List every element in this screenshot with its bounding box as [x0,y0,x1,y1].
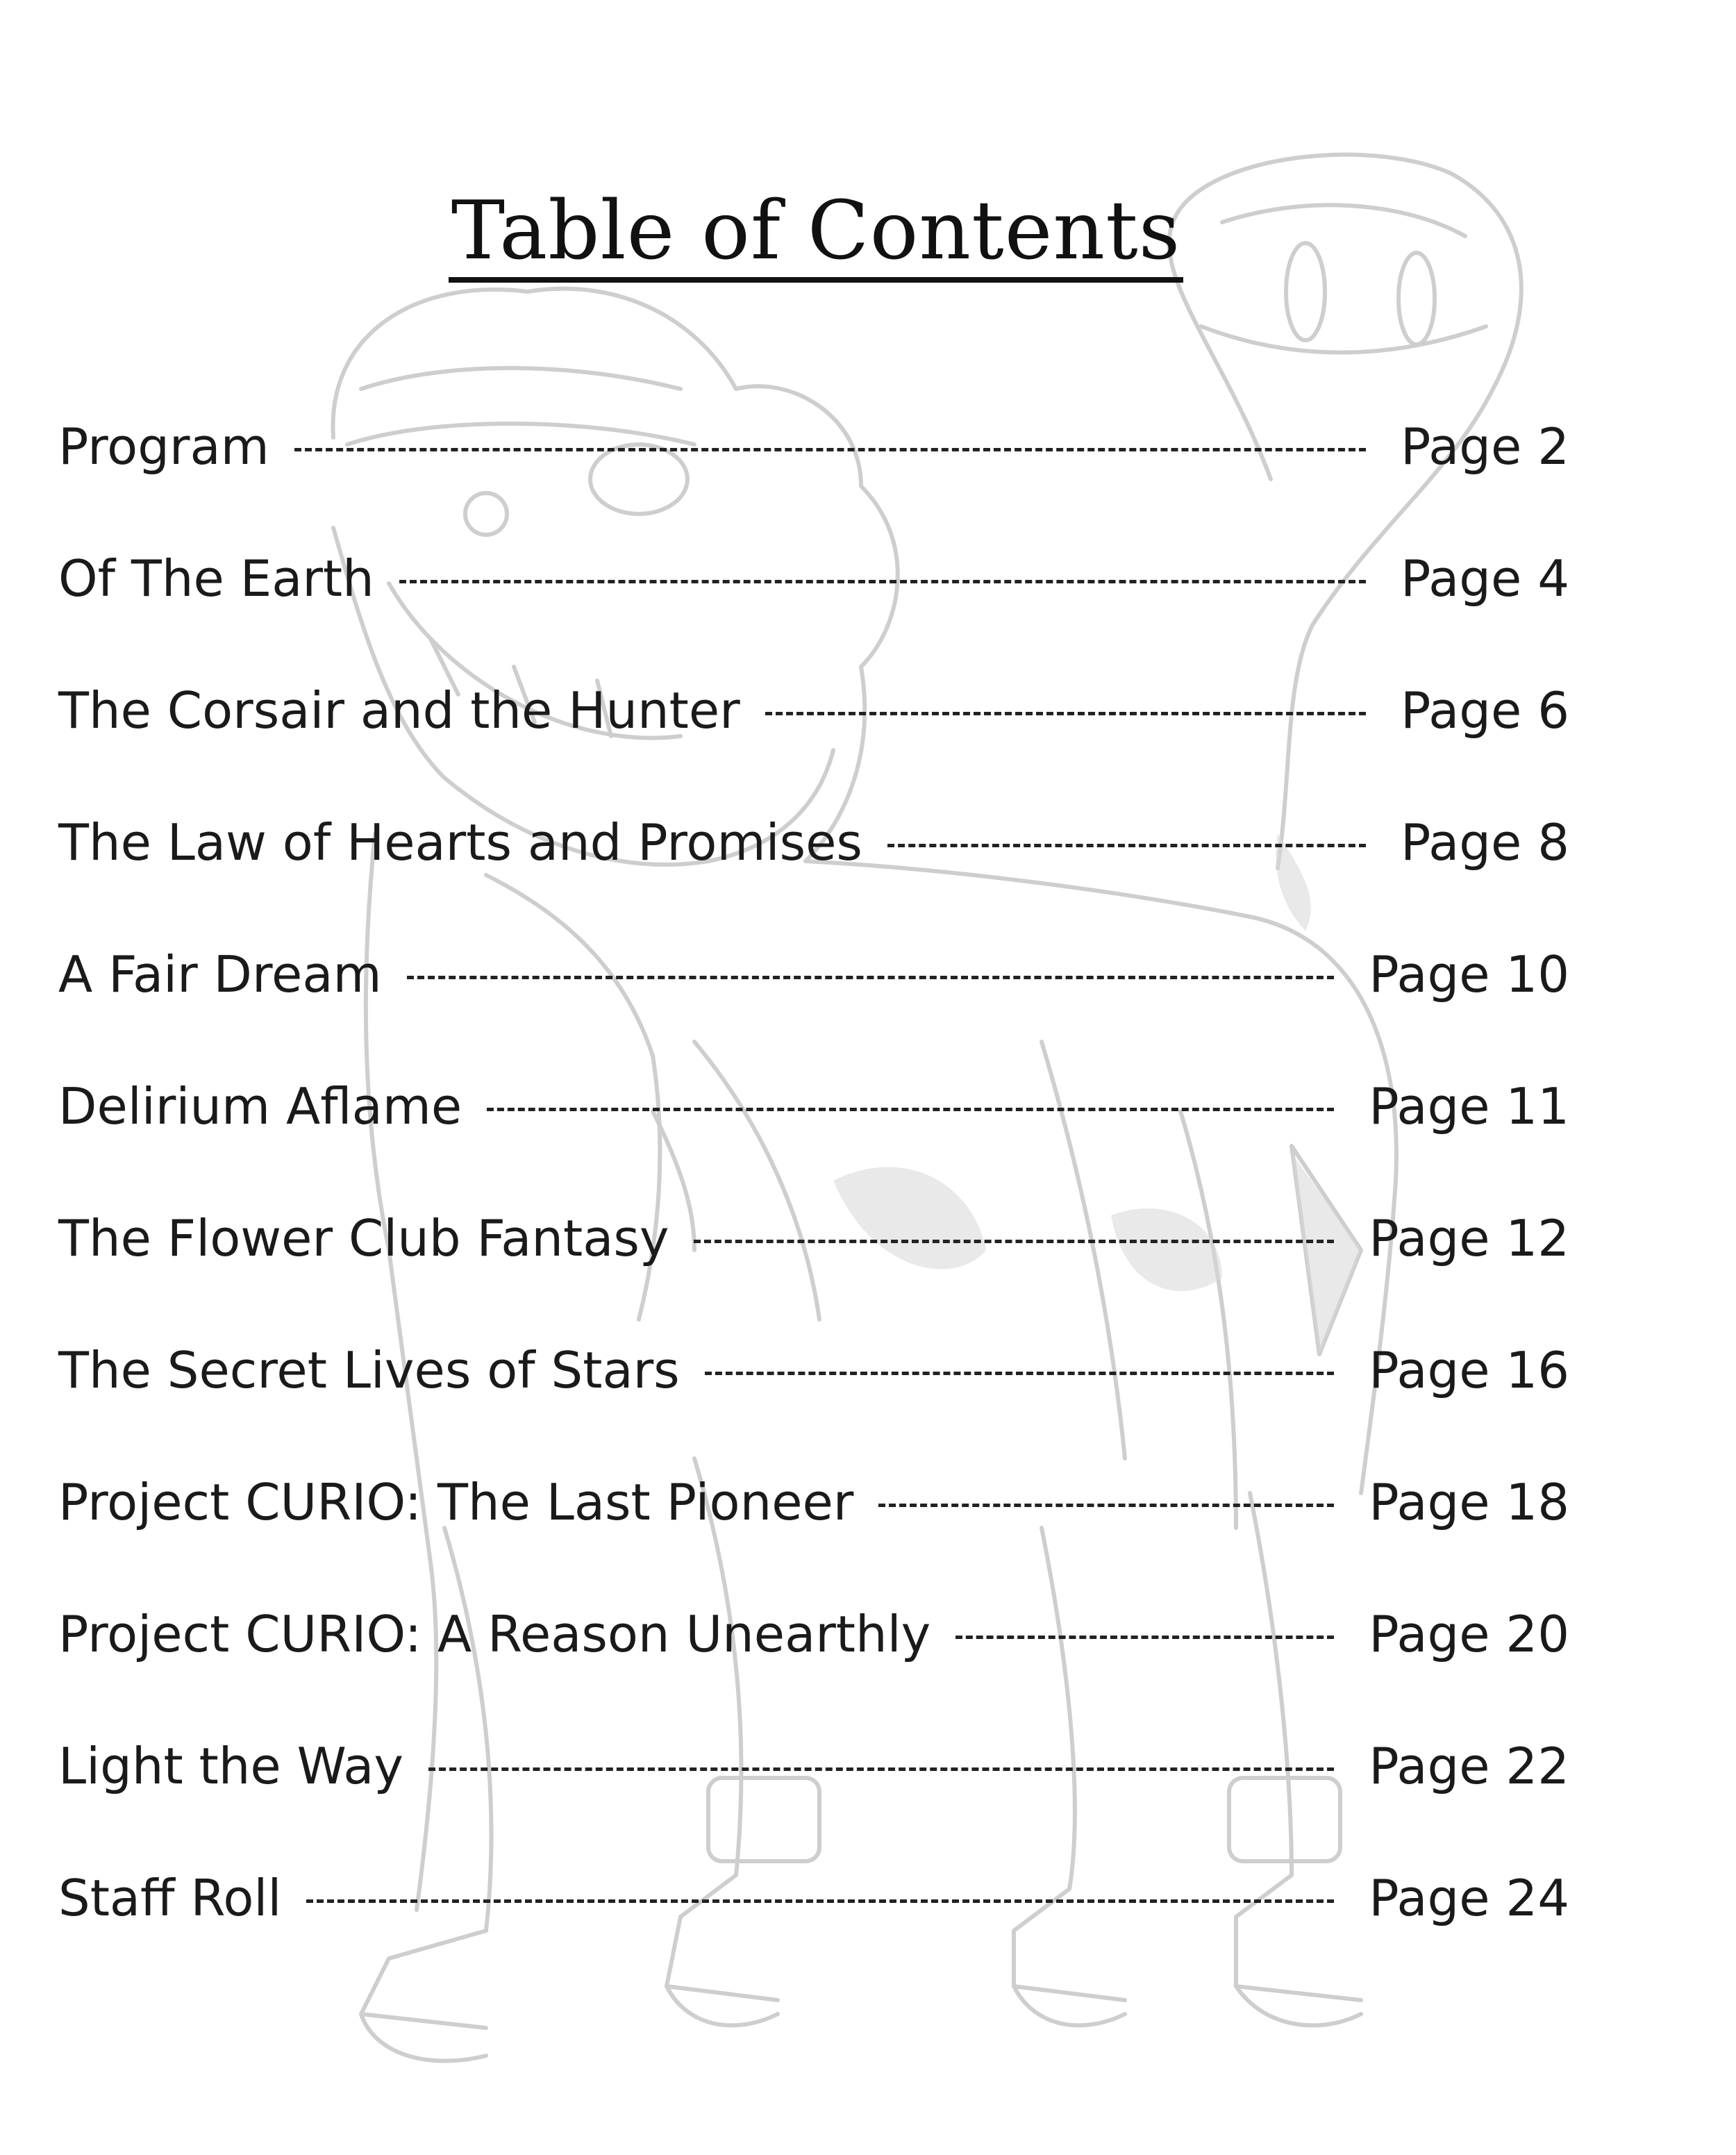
toc-entry-page: Page 11 [1369,1077,1569,1135]
toc-entry-title: Project CURIO: A Reason Unearthly [58,1605,931,1663]
toc-entry-page: Page 18 [1369,1473,1569,1531]
toc-entry[interactable] [58,540,1569,617]
toc-entry-title: The Secret Lives of Stars [58,1341,680,1399]
toc-entry[interactable] [58,936,1569,1013]
toc-entry-title: Project CURIO: The Last Pioneer [58,1473,854,1531]
dotted-leader [878,1504,1334,1507]
dotted-leader [694,1240,1334,1243]
toc-entry-page: Page 4 [1401,549,1569,608]
dotted-leader [487,1108,1334,1111]
dotted-leader [294,448,1366,451]
dotted-leader [399,580,1366,583]
dotted-leader [765,712,1366,715]
toc-entry-page: Page 24 [1369,1869,1569,1927]
toc-entry[interactable] [58,1068,1569,1145]
dotted-leader [428,1767,1334,1771]
dotted-leader [955,1636,1334,1639]
toc-entry-title: A Fair Dream [58,945,382,1004]
toc-entry-title: The Flower Club Fantasy [58,1209,669,1267]
toc-entry[interactable] [58,1860,1569,1936]
toc-entry-page: Page 10 [1369,945,1569,1004]
toc-entry-title: Staff Roll [58,1869,282,1927]
toc-entry-title: Light the Way [58,1737,403,1795]
toc-entry[interactable] [58,1464,1569,1540]
toc-entry-page: Page 2 [1401,417,1569,476]
toc-entry[interactable] [58,1200,1569,1276]
toc-entry[interactable] [58,804,1569,881]
toc-entry[interactable] [58,408,1569,485]
toc-entry-page: Page 12 [1369,1209,1569,1267]
dotted-leader [705,1372,1334,1375]
toc-entry-title: Program [58,417,269,476]
toc-entry-page: Page 6 [1401,681,1569,740]
toc-entry[interactable] [58,1332,1569,1408]
dotted-leader [887,844,1366,847]
toc-entry-title: Of The Earth [58,549,374,608]
toc-entry-title: The Corsair and the Hunter [58,681,740,740]
page-title: Table of Contents [0,184,1632,283]
dotted-leader [407,976,1335,979]
toc-entry-page: Page 20 [1369,1605,1569,1663]
toc-entry-title: Delirium Aflame [58,1077,462,1135]
dotted-leader [306,1899,1334,1903]
toc-entry-title: The Law of Hearts and Promises [58,813,862,872]
toc-entry[interactable] [58,1596,1569,1672]
toc-entry[interactable] [58,672,1569,749]
toc-entry-page: Page 8 [1401,813,1569,872]
toc-entry[interactable] [58,1728,1569,1804]
toc-entry-page: Page 16 [1369,1341,1569,1399]
toc-entry-page: Page 22 [1369,1737,1569,1795]
